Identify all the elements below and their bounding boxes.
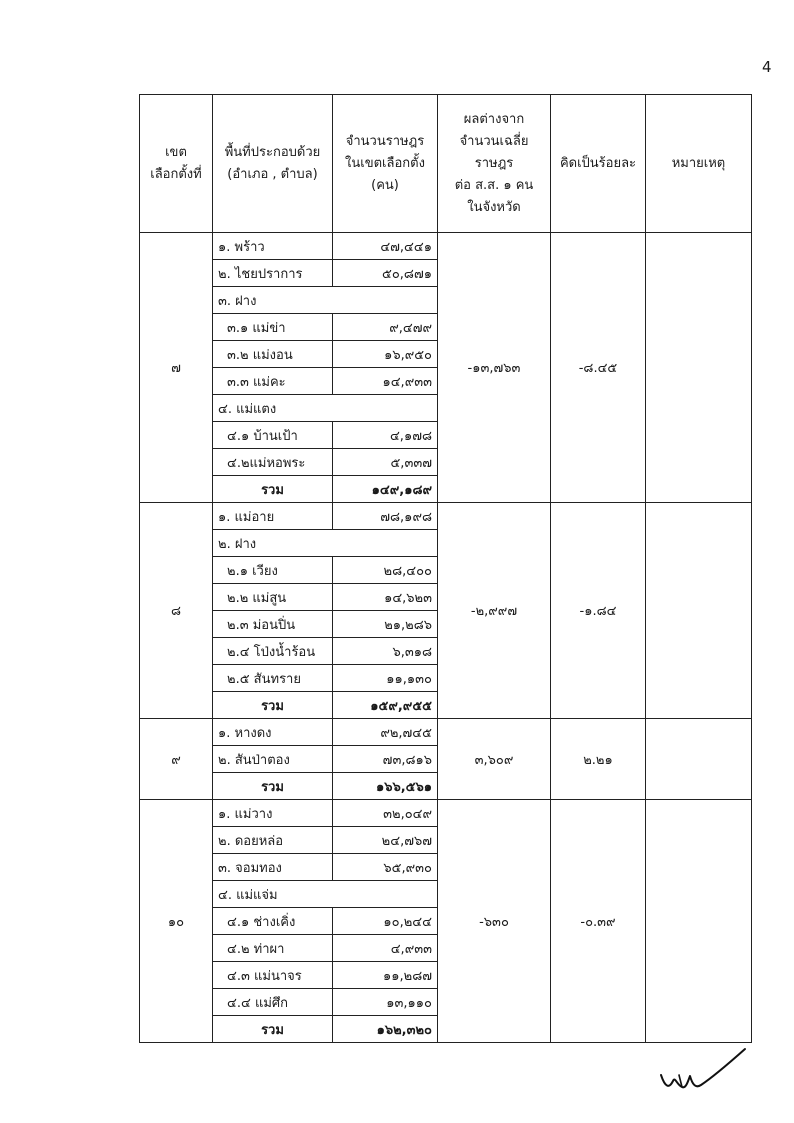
population-value: ๙,๔๗๙ [333,314,438,341]
area-name: ๓. จอมทอง [213,854,333,881]
total-population: ๑๕๙,๙๕๕ [333,692,438,719]
percent-value: -๑.๘๔ [551,503,646,719]
population-value: ๖๕,๙๓๐ [333,854,438,881]
header-population: จำนวนราษฎร ในเขตเลือกตั้ง (คน) [333,95,438,233]
population-value: ๒๑,๒๘๖ [333,611,438,638]
area-name: ๒. ฝาง [213,530,438,557]
percent-value: ๒.๒๑ [551,719,646,800]
table-row [140,503,752,530]
population-value: ๑๐,๒๔๔ [333,908,438,935]
population-value: ๑๑,๑๓๐ [333,665,438,692]
area-name: ๒.๔ โป่งน้ำร้อน [213,638,333,665]
population-value: ๓๒,๐๔๙ [333,800,438,827]
area-name: ๒.๕ สันทราย [213,665,333,692]
total-label: รวม [213,692,333,719]
header-area: พื้นที่ประกอบด้วย (อำเภอ , ตำบล) [213,95,333,233]
percent-value: -๐.๓๙ [551,800,646,1043]
table-header-row [140,95,752,233]
area-name: ๓. ฝาง [213,287,438,314]
area-name: ๒. ดอยหล่อ [213,827,333,854]
table-row [140,719,752,746]
district-number: ๗ [140,233,213,503]
area-name: ๒. สันป่าตอง [213,746,333,773]
population-value: ๕๐,๘๗๑ [333,260,438,287]
population-value: ๔,๑๗๘ [333,422,438,449]
population-value: ๒๘,๔๐๐ [333,557,438,584]
population-value: ๑๖,๙๕๐ [333,341,438,368]
area-name: ๒.๓ ม่อนปิ่น [213,611,333,638]
area-name: ๔. แม่แจ่ม [213,881,438,908]
difference-value: -๖๓๐ [438,800,551,1043]
header-difference: ผลต่างจาก จำนวนเฉลี่ย ราษฎร ต่อ ส.ส. ๑ คน ในจังหวัด [438,95,551,233]
total-label: รวม [213,476,333,503]
population-value: ๖,๓๑๘ [333,638,438,665]
percent-value: -๘.๔๕ [551,233,646,503]
total-label: รวม [213,1016,333,1043]
signature [655,1045,755,1100]
difference-value: ๓,๖๐๙ [438,719,551,800]
area-name: ๔.๒แม่หอพระ [213,449,333,476]
difference-value: -๒,๙๙๗ [438,503,551,719]
population-value: ๔,๙๓๓ [333,935,438,962]
total-label: รวม [213,773,333,800]
area-name: ๔.๔ แม่ศึก [213,989,333,1016]
area-name: ๓.๒ แม่งอน [213,341,333,368]
table-row [140,233,752,260]
page-number: 4 [762,58,772,76]
area-name: ๔.๒ ท่าผา [213,935,333,962]
table-body [140,233,752,1043]
area-name: ๑. พร้าว [213,233,333,260]
area-name: ๒.๒ แม่สูน [213,584,333,611]
district-number: ๘ [140,503,213,719]
population-value: ๑๓,๑๑๐ [333,989,438,1016]
district-number: ๙ [140,719,213,800]
table-row [140,800,752,827]
population-value: ๕,๓๓๗ [333,449,438,476]
difference-value: -๑๓,๗๖๓ [438,233,551,503]
population-value: ๒๔,๗๖๗ [333,827,438,854]
area-name: ๑. แม่วาง [213,800,333,827]
population-value: ๑๔,๖๒๓ [333,584,438,611]
area-name: ๔.๓ แม่นาจร [213,962,333,989]
population-value: ๔๗,๔๔๑ [333,233,438,260]
header-percent: คิดเป็นร้อยละ [551,95,646,233]
note-cell [646,503,752,719]
population-value: ๑๑,๒๘๗ [333,962,438,989]
header-district: เขต เลือกตั้งที่ [140,95,213,233]
area-name: ๔. แม่แตง [213,395,438,422]
note-cell [646,800,752,1043]
header-note: หมายเหตุ [646,95,752,233]
constituency-table [139,94,752,1043]
population-value: ๗๓,๘๑๖ [333,746,438,773]
population-value: ๗๘,๑๙๘ [333,503,438,530]
area-name: ๑. หางดง [213,719,333,746]
area-name: ๒. ไชยปราการ [213,260,333,287]
total-population: ๑๖๒,๓๒๐ [333,1016,438,1043]
note-cell [646,233,752,503]
area-name: ๔.๑ บ้านเป้า [213,422,333,449]
total-population: ๑๔๙,๑๘๙ [333,476,438,503]
area-name: ๑. แม่อาย [213,503,333,530]
population-value: ๑๔,๙๓๓ [333,368,438,395]
population-value: ๙๒,๗๔๕ [333,719,438,746]
district-number: ๑๐ [140,800,213,1043]
note-cell [646,719,752,800]
total-population: ๑๖๖,๕๖๑ [333,773,438,800]
area-name: ๓.๓ แม่คะ [213,368,333,395]
area-name: ๒.๑ เวียง [213,557,333,584]
area-name: ๔.๑ ช่างเคิ่ง [213,908,333,935]
area-name: ๓.๑ แม่ข่า [213,314,333,341]
